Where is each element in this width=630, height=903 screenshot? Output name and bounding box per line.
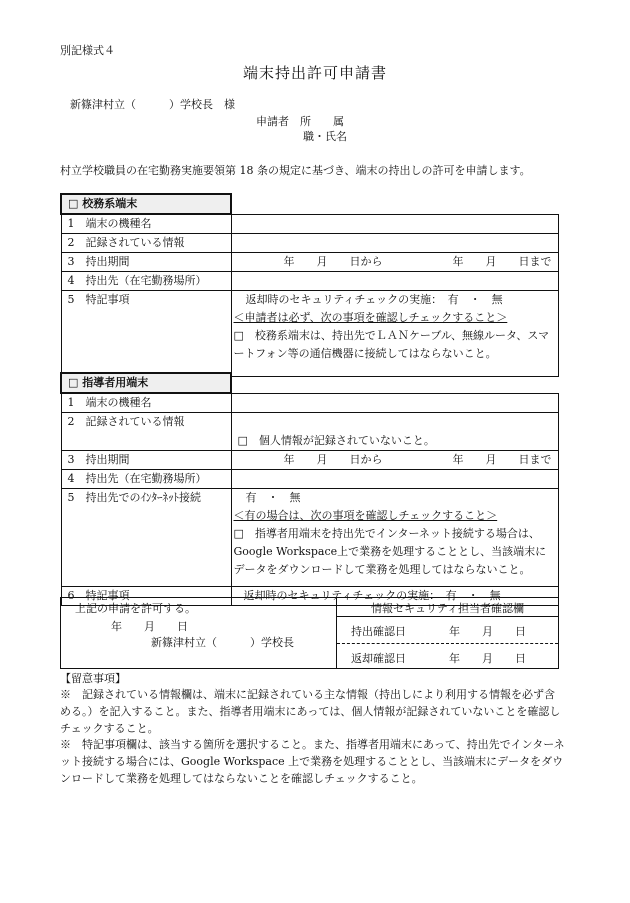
- section1-row-label: 3 持出期間: [61, 253, 231, 272]
- section1-row-label: 2 記録されている情報: [61, 234, 231, 253]
- section1-row-label: 5 特記事項: [61, 291, 231, 377]
- applicant-affiliation-label: 申請者 所 属: [256, 115, 344, 128]
- section2-header: □ 指導者用端末: [61, 373, 231, 393]
- section2-row-label: 3 持出期間: [61, 451, 231, 470]
- special-notes-field[interactable]: [231, 291, 558, 377]
- principal-label: 新篠津村立（ ）学校長: [151, 636, 294, 649]
- note-item: ※ 特記事項欄は、該当する箇所を選択すること。また、指導者用端末にあって、持出先でインターネット接続する場合には、Google Workspace 上で業務を処理することとし、当該端末にデータをダウンロードして業務を処理してはならないことを確認しチェックすること。: [60, 738, 565, 785]
- form-number: 別記様式４: [60, 44, 115, 57]
- checkout-period-field[interactable]: [231, 451, 558, 470]
- section2-row-label: 5 持出先でのｲﾝﾀｰﾈｯﾄ接続: [61, 489, 231, 587]
- instruction-text: ＜有の場合は、次の事項を確認しチェックすること＞: [233, 509, 498, 522]
- internet-yes-no-selector[interactable]: 有 ・ 無: [245, 491, 301, 504]
- checkout-confirm-date[interactable]: 年 月 日: [449, 625, 526, 638]
- recorded-info-field[interactable]: [231, 413, 558, 451]
- section2-row-label: 1 端末の機種名: [61, 393, 231, 413]
- security-check-selector[interactable]: 返却時のセキュリティチェックの実施： 有 ・ 無: [245, 293, 503, 306]
- note-item: ※ 記録されている情報欄は、端末に記録されている主な情報（持出しにより利用する情報を必ず含める。）を記入すること。また、指導者用端末にあっては、個人情報が記録されていないことを確認しチェックすること。: [60, 688, 561, 735]
- terminal-model-field[interactable]: [231, 393, 558, 413]
- destination-field[interactable]: [231, 272, 558, 291]
- internet-connection-field[interactable]: [231, 489, 558, 587]
- intro-text: 村立学校職員の在宅勤務実施要領第 18 条の規定に基づき、端末の持出しの許可を申請します。: [60, 164, 531, 177]
- destination-field[interactable]: [231, 470, 558, 489]
- page-title: 端末持出許可申請書: [242, 64, 387, 82]
- terminal-model-field[interactable]: [231, 214, 558, 234]
- period-from: 年 月 日から: [283, 255, 383, 268]
- instruction-text: ＜申請者は必ず、次の事項を確認しチェックすること＞: [233, 311, 508, 324]
- recorded-info-field[interactable]: [231, 234, 558, 253]
- approval-section: [61, 598, 337, 668]
- section2-row-label: 6 特記事項: [61, 587, 231, 606]
- applicant-name-label: 職・氏名: [303, 130, 347, 143]
- return-confirm-label: 返却確認日: [351, 652, 406, 665]
- lan-checkbox-item[interactable]: □ 校務系端末は、持出先でＬＡＮケーブル、無線ルータ、スマートフォン等の通信機器に接続してはならないこと。: [233, 329, 550, 360]
- section2-row-label: 2 記録されている情報: [61, 413, 231, 451]
- approval-text: 上記の申請を許可する。: [75, 602, 196, 615]
- section1-header: □ 校務系端末: [61, 194, 231, 214]
- section2-row-label: 4 持出先（在宅勤務場所）: [61, 470, 231, 489]
- confirm-header: 情報セキュリティ担当者確認欄: [371, 602, 524, 615]
- teacher-terminal-table: [60, 372, 559, 606]
- security-check-selector[interactable]: 返却時のセキュリティチェックの実施： 有 ・ 無: [243, 589, 501, 602]
- approval-box: [60, 597, 559, 669]
- approval-date[interactable]: 年 月 日: [111, 620, 188, 633]
- section1-row-label: 4 持出先（在宅勤務場所）: [61, 272, 231, 291]
- notes-header: 【留意事項】: [60, 672, 126, 685]
- period-from: 年 月 日から: [283, 453, 383, 466]
- personal-info-checkbox[interactable]: □ 個人情報が記録されていないこと。: [237, 434, 435, 447]
- return-confirm-date[interactable]: 年 月 日: [449, 652, 526, 665]
- period-to: 年 月 日まで: [452, 255, 552, 268]
- period-to: 年 月 日まで: [452, 453, 552, 466]
- checkout-period-field[interactable]: [231, 253, 558, 272]
- security-confirmation-section: [337, 598, 558, 668]
- school-terminal-table: [60, 193, 559, 377]
- section1-row-label: 1 端末の機種名: [61, 214, 231, 234]
- workspace-checkbox-item[interactable]: □ 指導者用端末を持出先でインターネット接続する場合は、Google Workspace上で業務を処理することとし、当該端末にデータをダウンロードして業務を処理してはならないこと。: [233, 527, 547, 576]
- addressee: 新篠津村立（ ）学校長 様: [70, 98, 235, 111]
- checkout-confirm-label: 持出確認日: [351, 625, 406, 638]
